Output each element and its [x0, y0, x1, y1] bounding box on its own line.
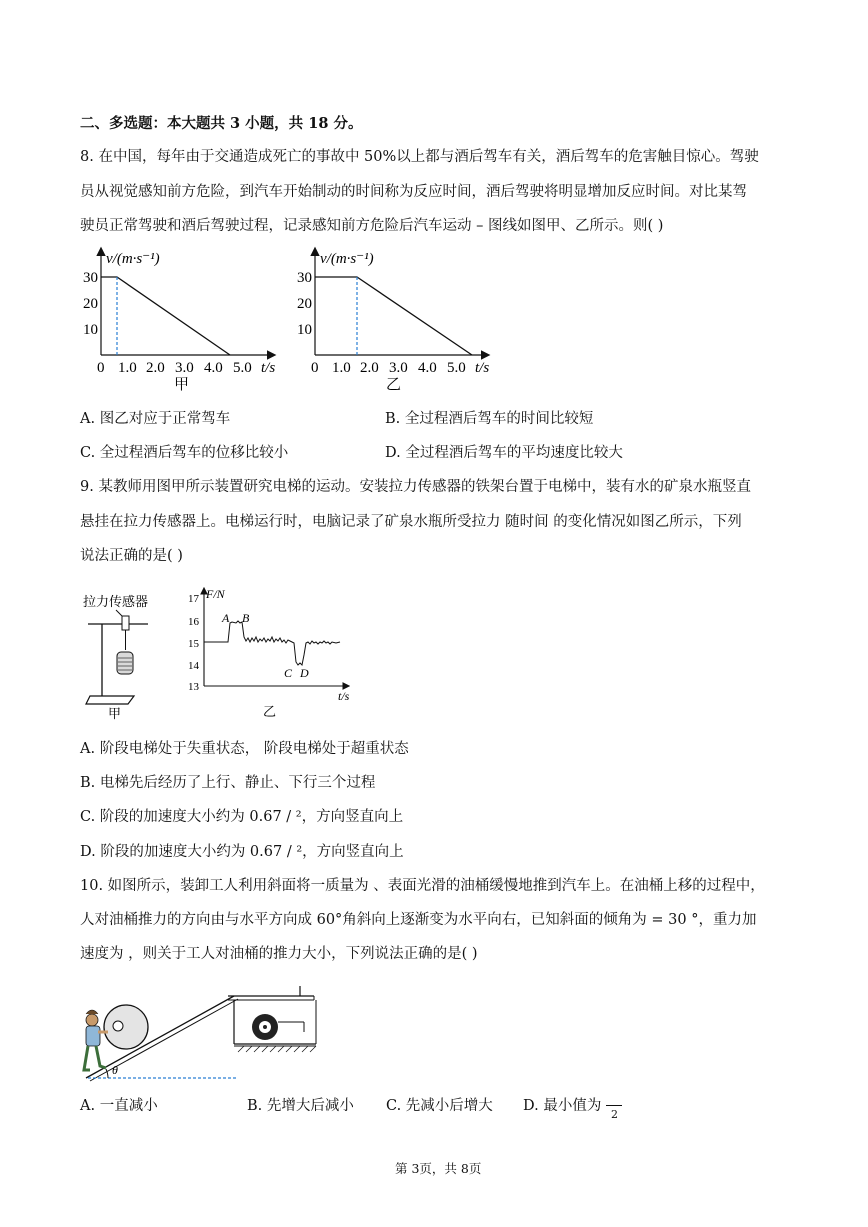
q8-option-c[interactable]: C. 全过程酒后驾车的位移比较小 — [80, 445, 289, 461]
q8-option-a[interactable]: A. 图乙对应于正常驾车 — [80, 411, 231, 427]
q10-line-3: 速度为 ，则关于工人对油桶的推力大小，下列说法正确的是( ) — [80, 946, 478, 962]
section-header: 二、多选题：本大题共 3 小题，共 18 分。 — [80, 115, 363, 132]
sensor-label: 拉力传感器 — [83, 594, 149, 609]
q10-option-a[interactable]: A. 一直减小 — [80, 1098, 158, 1114]
point-a-label: A — [222, 611, 230, 625]
x-tick-0: 0 — [311, 360, 319, 376]
angle-arc — [106, 1069, 108, 1078]
y-tick-20: 20 — [83, 296, 98, 312]
x-tick-0: 0 — [97, 360, 105, 376]
q9-option-c[interactable]: C. 阶段的加速度大小约为 0.67 / ²，方向竖直向上 — [80, 809, 404, 825]
page-footer: 第 3页，共 8页 — [395, 1161, 482, 1176]
y-axis-label: v/(m·s⁻¹) — [106, 251, 160, 267]
q10-option-d-text: D. 最小值为 — [523, 1098, 602, 1114]
oil-barrel — [104, 1005, 148, 1049]
q8-option-b[interactable]: B. 全过程酒后驾车的时间比较短 — [385, 411, 594, 427]
caption: 乙 — [386, 377, 402, 393]
point-b-label: B — [242, 611, 250, 625]
x-tick-5: 5.0 — [233, 360, 252, 376]
stand-base — [86, 696, 134, 704]
x-tick-1: 1.0 — [118, 360, 137, 376]
q8-line-2: 员从视觉感知前方危险，到汽车开始制动的时间称为反应时间，酒后驾驶将明显增加反应时间。对比某驾 — [80, 184, 747, 200]
q9-option-d[interactable]: D. 阶段的加速度大小约为 0.67 / ²，方向竖直向上 — [80, 844, 404, 860]
y-axis-label: v/(m·s⁻¹) — [320, 251, 374, 267]
point-c-label: C — [284, 666, 293, 680]
fraction-denominator: 2 — [610, 1108, 618, 1121]
caption: 甲 — [108, 706, 122, 720]
worker-figure — [84, 1010, 108, 1070]
caption: 乙 — [263, 704, 277, 719]
q9-apparatus-figure — [78, 590, 168, 720]
x-tick-4: 4.0 — [204, 360, 223, 376]
q10-option-d[interactable] — [523, 1097, 622, 1121]
q10-option-b[interactable]: B. 先增大后减小 — [247, 1098, 354, 1114]
q10-option-c[interactable]: C. 先减小后增大 — [386, 1098, 493, 1114]
x-tick-3: 3.0 — [389, 360, 408, 376]
caption: 甲 — [174, 377, 190, 393]
q9-force-graph — [180, 585, 360, 720]
q9-line-2: 悬挂在拉力传感器上。电梯运行时，电脑记录了矿泉水瓶所受拉力 随时间 的变化情况如图乙所示，下列 — [80, 514, 742, 530]
q10-ramp-figure — [78, 982, 323, 1082]
force-curve — [204, 621, 340, 665]
y-tick-16: 16 — [188, 616, 199, 628]
q8-line-1: 8. 在中国，每年由于交通造成死亡的事故中 50%以上都与酒后驾车有关，酒后驾车的危害触目惊心。驾驶 — [80, 149, 759, 165]
q10-line-2: 人对油桶推力的方向由与水平方向成 60°角斜向上逐渐变为水平向右，已知斜面的倾角为 = 30 °，重力加 — [80, 912, 757, 928]
q8-line-3: 驶员正常驾驶和酒后驾驶过程，记录感知前方危险后汽车运动 – 图线如图甲、乙所示。则( ) — [80, 218, 664, 234]
y-tick-30: 30 — [83, 270, 98, 286]
y-tick-30: 30 — [297, 270, 312, 286]
y-tick-20: 20 — [297, 296, 312, 312]
y-tick-15: 15 — [188, 638, 199, 650]
x-tick-3: 3.0 — [175, 360, 194, 376]
y-tick-10: 10 — [83, 322, 98, 338]
y-tick-17: 17 — [188, 593, 199, 605]
q9-option-a[interactable]: A. 阶段电梯处于失重状态， 阶段电梯处于超重状态 — [80, 741, 409, 757]
y-tick-14: 14 — [188, 660, 199, 672]
y-tick-13: 13 — [188, 681, 199, 693]
velocity-line — [101, 277, 230, 355]
x-axis-label: t/s — [261, 360, 276, 376]
q8-graph-jia — [78, 243, 288, 393]
velocity-line — [315, 277, 472, 355]
y-tick-10: 10 — [297, 322, 312, 338]
x-tick-1: 1.0 — [332, 360, 351, 376]
x-axis-label: t/s — [338, 689, 350, 703]
angle-label: θ — [112, 1063, 118, 1077]
point-d-label: D — [300, 666, 309, 680]
q8-graph-yi — [292, 243, 502, 393]
x-axis-label: t/s — [475, 360, 490, 376]
q9-line-1: 9. 某教师用图甲所示装置研究电梯的运动。安装拉力传感器的铁架台置于电梯中，装有水的矿泉水瓶竖直 — [80, 479, 751, 495]
y-axis-label: F/N — [206, 587, 225, 601]
q9-line-3: 说法正确的是( ) — [80, 548, 183, 564]
q10-line-1: 10. 如图所示，装卸工人利用斜面将一质量为 、表面光滑的油桶缓慢地推到汽车上。在油桶上移的过程中， — [80, 878, 765, 894]
x-tick-2: 2.0 — [146, 360, 165, 376]
q9-option-b[interactable]: B. 电梯先后经历了上行、静止、下行三个过程 — [80, 775, 376, 791]
q8-option-d[interactable]: D. 全过程酒后驾车的平均速度比较大 — [385, 445, 623, 461]
q10-option-d-fraction — [606, 1097, 622, 1121]
x-tick-4: 4.0 — [418, 360, 437, 376]
x-tick-2: 2.0 — [360, 360, 379, 376]
force-sensor — [122, 616, 129, 630]
x-tick-5: 5.0 — [447, 360, 466, 376]
water-bottle — [117, 652, 133, 674]
